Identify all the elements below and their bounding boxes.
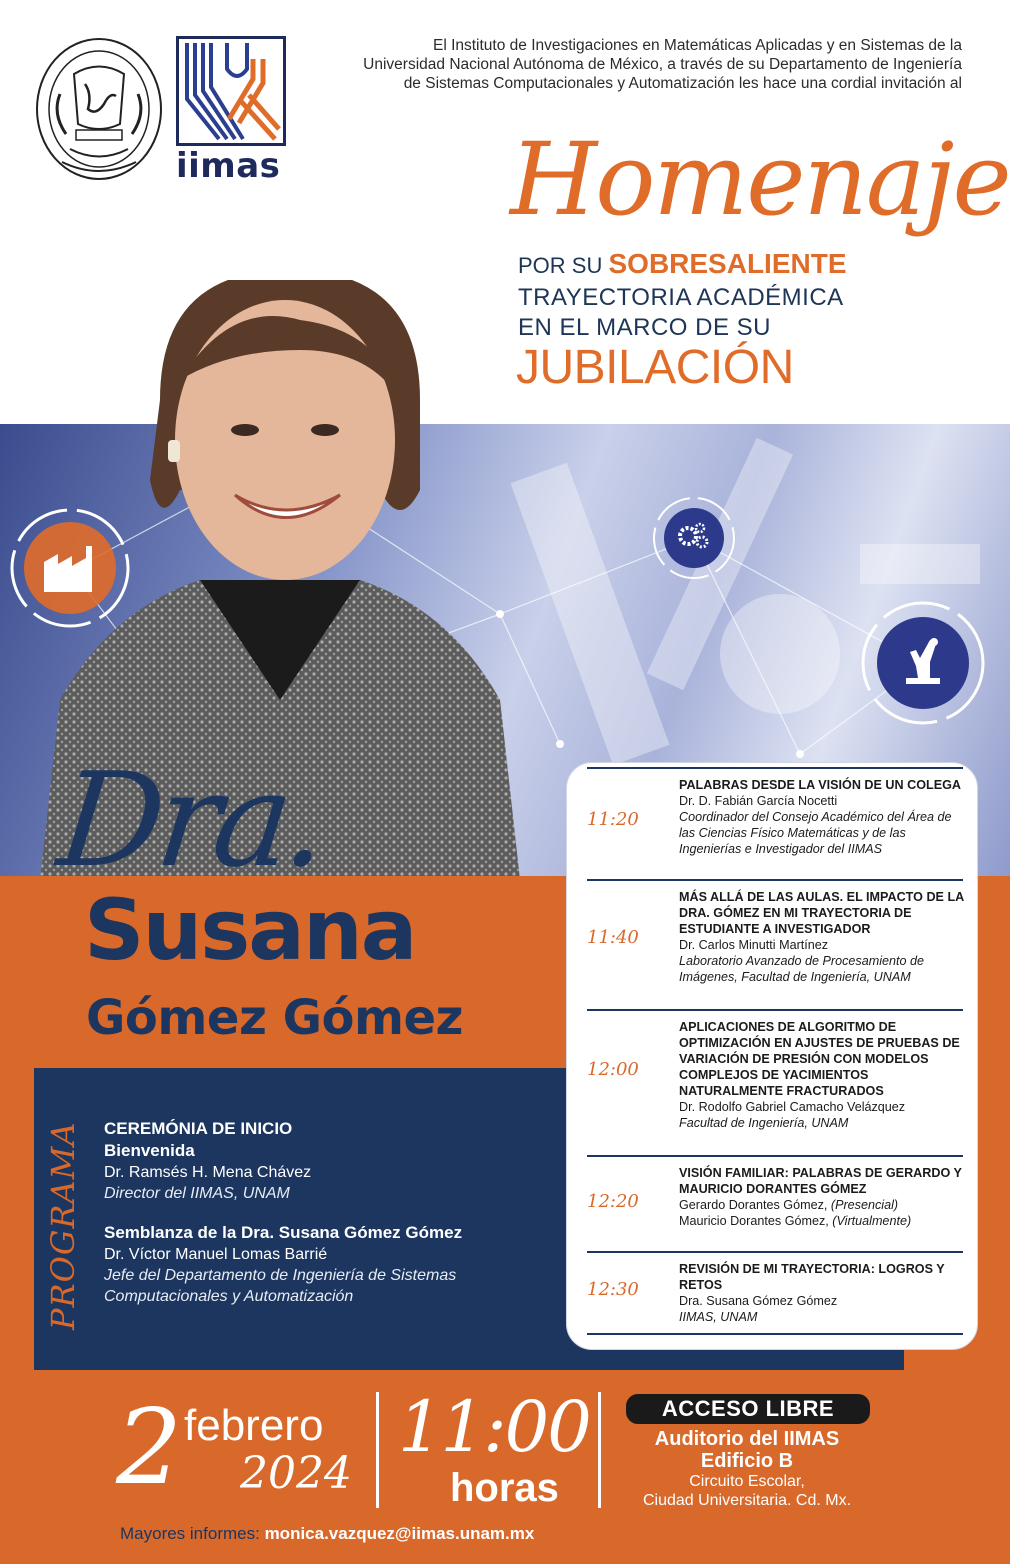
title-por-su-line bbox=[518, 248, 847, 280]
venue-address-1: Circuito Escolar, bbox=[689, 1473, 805, 1490]
honoree-title-dra: Dra. bbox=[52, 744, 330, 896]
contact-label: Mayores informes: bbox=[120, 1524, 260, 1543]
schedule-item bbox=[587, 879, 963, 1009]
schedule-item bbox=[587, 1009, 963, 1155]
semblanza-role-line-2: Computacionales y Automatización bbox=[104, 1288, 354, 1305]
schedule-item bbox=[587, 767, 963, 879]
opening-title: CEREMÓNIA DE INICIO bbox=[104, 1119, 293, 1138]
schedule-speaker-note: (Virtualmente) bbox=[832, 1214, 912, 1228]
schedule-time: 11:20 bbox=[587, 809, 639, 830]
iimas-logo-icon bbox=[176, 36, 286, 146]
welcome-title: Bienvenida bbox=[104, 1141, 195, 1160]
schedule-speaker: Gerardo Dorantes Gómez, bbox=[679, 1198, 828, 1212]
schedule-speaker: Dra. Susana Gómez Gómez bbox=[679, 1294, 838, 1308]
invitation-intro: El Instituto de Investigaciones en Matemáticas Aplicadas y en Sistemas de la Universidad Nacional Autónoma de México, a través de su Departamento de Ingeniería de Sistemas Computacionales y Automatización les hace una cordial invitación al bbox=[363, 37, 962, 92]
marco-line: EN EL MARCO DE SU bbox=[518, 314, 771, 341]
schedule-item bbox=[587, 1251, 963, 1335]
schedule-speaker: Dr. D. Fabián García Nocetti bbox=[679, 794, 838, 808]
gears-icon bbox=[652, 496, 736, 580]
free-access-badge: ACCESO LIBRE bbox=[626, 1394, 870, 1424]
schedule-title: MÁS ALLÁ DE LAS AULAS. EL IMPACTO DE LA DRA. GÓMEZ EN MI TRAYECTORIA DE ESTUDIANTE A INVESTIGADOR bbox=[679, 890, 964, 936]
schedule-time: 11:40 bbox=[587, 927, 639, 948]
contact-email-link[interactable]: monica.vazquez@iimas.unam.mx bbox=[264, 1524, 535, 1543]
welcome-speaker: Dr. Ramsés H. Mena Chávez bbox=[104, 1164, 312, 1181]
semblanza-title: Semblanza de la Dra. Susana Gómez Gómez bbox=[104, 1223, 463, 1242]
schedule-speaker-row bbox=[679, 1213, 969, 1229]
event-day: 2 bbox=[116, 1386, 183, 1508]
event-horas: horas bbox=[450, 1466, 559, 1510]
opening-ceremony bbox=[104, 1118, 554, 1307]
schedule-time: 12:00 bbox=[587, 1059, 639, 1080]
sobresaliente-text: SOBRESALIENTE bbox=[608, 248, 847, 279]
venue-name: Auditorio del IIMAS bbox=[654, 1428, 840, 1450]
schedule-speaker-note: (Presencial) bbox=[830, 1198, 899, 1212]
schedule-title: REVISIÓN DE MI TRAYECTORIA: LOGROS Y RETOS bbox=[679, 1262, 945, 1292]
schedule-speaker: Mauricio Dorantes Gómez, bbox=[679, 1214, 829, 1228]
robot-arm-icon bbox=[860, 600, 986, 726]
venue-info bbox=[604, 1428, 890, 1510]
schedule-title: APLICACIONES DE ALGORITMO DE OPTIMIZACIÓN EN AJUSTES DE PRUEBAS DE VARIACIÓN DE PRESIÓN CON MODELOS COMPLEJOS DE YACIMIENTOS NATURALMENTE FRACTURADOS bbox=[679, 1020, 960, 1098]
schedule-affiliation: IIMAS, UNAM bbox=[679, 1310, 758, 1324]
schedule-item bbox=[587, 1155, 963, 1251]
schedule-speaker: Dr. Rodolfo Gabriel Camacho Velázquez bbox=[679, 1100, 906, 1114]
event-month: febrero bbox=[184, 1401, 324, 1450]
por-su-text: POR SU bbox=[518, 253, 603, 278]
schedule-speaker: Dr. Carlos Minutti Martínez bbox=[679, 938, 829, 952]
schedule-affiliation: Laboratorio Avanzado de Procesamiento de Imágenes, Facultad de Ingeniería, UNAM bbox=[679, 954, 925, 984]
honoree-first-name: Susana bbox=[84, 881, 416, 979]
divider bbox=[376, 1392, 379, 1508]
schedule-title: PALABRAS DESDE LA VISIÓN DE UN COLEGA bbox=[679, 778, 961, 792]
event-time: 11:00 bbox=[398, 1386, 590, 1468]
unam-crest-icon bbox=[30, 34, 168, 184]
schedule-affiliation: Coordinador del Consejo Académico del Área de las Ciencias Físico Matemáticas y de las Ingenierías e Investigador del IIMAS bbox=[679, 810, 952, 856]
venue-address-2: Ciudad Universitaria. Cd. Mx. bbox=[642, 1492, 852, 1509]
divider bbox=[598, 1392, 601, 1508]
welcome-role: Director del IIMAS, UNAM bbox=[104, 1185, 290, 1202]
schedule-time: 12:20 bbox=[587, 1191, 639, 1212]
trayectoria-line: TRAYECTORIA ACADÉMICA bbox=[518, 284, 844, 311]
schedule-affiliation: Facultad de Ingeniería, UNAM bbox=[679, 1116, 849, 1130]
event-year: 2024 bbox=[240, 1448, 352, 1499]
semblanza-speaker: Dr. Víctor Manuel Lomas Barrié bbox=[104, 1246, 328, 1263]
jubilacion-title: JUBILACIÓN bbox=[516, 341, 794, 394]
schedule-title: VISIÓN FAMILIAR: PALABRAS DE GERARDO Y MAURICIO DORANTES GÓMEZ bbox=[679, 1166, 962, 1196]
schedule-time: 12:30 bbox=[587, 1279, 639, 1300]
semblanza-role-line-1: Jefe del Departamento de Ingeniería de Sistemas bbox=[104, 1267, 457, 1284]
schedule-card bbox=[566, 762, 978, 1350]
honoree-last-names: Gómez Gómez bbox=[86, 990, 463, 1046]
homenaje-title: Homenaje bbox=[510, 121, 1010, 238]
schedule-speaker-row bbox=[679, 1197, 969, 1213]
venue-building: Edificio B bbox=[700, 1450, 794, 1472]
iimas-wordmark: iimas bbox=[176, 146, 281, 186]
programa-label-text: PROGRAMA bbox=[44, 1121, 82, 1330]
contact-line bbox=[120, 1524, 534, 1544]
programa-label bbox=[38, 1104, 86, 1334]
